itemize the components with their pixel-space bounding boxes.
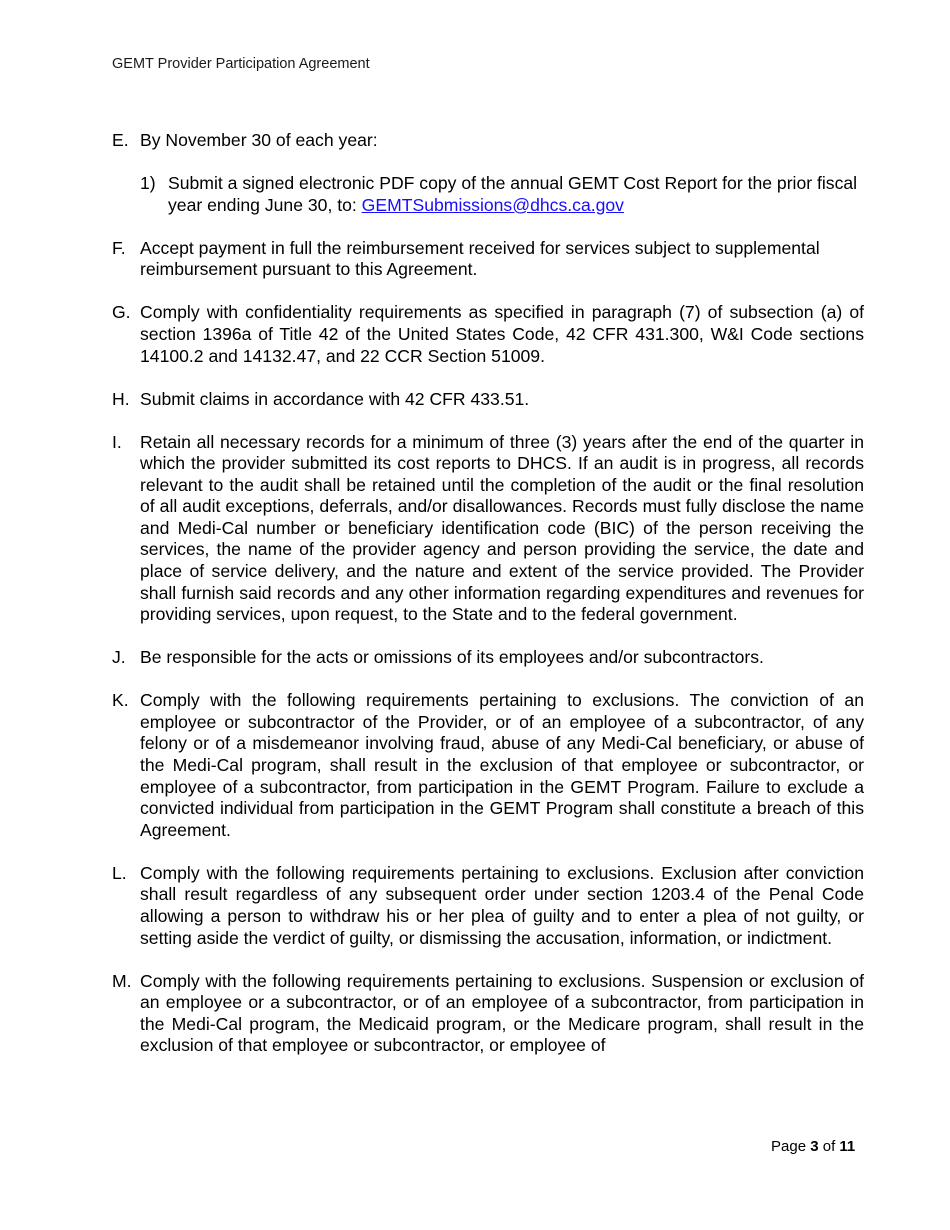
item-body xyxy=(140,130,864,216)
item-marker: H. xyxy=(112,388,130,409)
item-marker: J. xyxy=(112,647,126,668)
list-item-h xyxy=(112,389,864,411)
list-item-f xyxy=(112,238,864,281)
item-text: Retain all necessary records for a minimum of three (3) years after the end of the quarter in which the provider submitted its cost reports to DHCS. If an audit is in progress, all records relevant to the audit shall be retained until the completion of the audit or the final resolution of all audit exceptions, deferrals, and/or disallowances. Records must fully disclose the name and Medi-Cal number or beneficiary identification code (BIC) of the person receiving the services, the name of the provider agency and person providing the service, the date and place of service delivery, and the nature and extent of the service provided. The Provider shall furnish said records and any other information regarding expenditures and revenues for providing services, upon request, to the State and to the federal government. xyxy=(140,431,864,625)
item-body xyxy=(140,863,864,949)
sub-item-body xyxy=(168,173,864,216)
item-body xyxy=(140,302,864,367)
list-item-e xyxy=(112,130,864,216)
item-marker: M. xyxy=(112,970,132,991)
page-label: Page xyxy=(771,1138,807,1155)
item-body xyxy=(140,971,864,1057)
item-text: Submit claims in accordance with 42 CFR 433.51. xyxy=(140,388,530,409)
sub-item-marker: 1) xyxy=(140,173,156,194)
running-header: GEMT Provider Participation Agreement xyxy=(112,56,370,72)
item-text: Comply with the following requirements pertaining to exclusions. The conviction of an employee or subcontractor of the Provider, or of an employee of a subcontractor, of any felony or of a misdemeanor involving fraud, abuse of any Medi-Cal beneficiary, or abuse of the Medi-Cal program, shall result in the exclusion of that employee or subcontractor, or employee of a subcontractor, from participation in the GEMT Program. Failure to exclude a convicted individual from participation in the GEMT Program shall constitute a breach of this Agreement. xyxy=(140,690,864,840)
sub-item-1 xyxy=(140,173,864,216)
item-marker: L. xyxy=(112,862,127,883)
item-body xyxy=(140,647,864,669)
sub-item-text: Submit a signed electronic PDF copy of the annual GEMT Cost Report for the prior fiscal year ending June 30, to: xyxy=(168,173,858,215)
list-item-m xyxy=(112,971,864,1057)
item-marker: K. xyxy=(112,690,129,711)
item-body xyxy=(140,238,864,281)
list-item-i xyxy=(112,432,864,626)
list-item-k xyxy=(112,690,864,841)
item-body xyxy=(140,432,864,626)
item-text: Be responsible for the acts or omissions of its employees and/or subcontractors. xyxy=(140,647,764,668)
item-marker: F. xyxy=(112,237,126,258)
page-number xyxy=(771,1138,855,1155)
list-item-g xyxy=(112,302,864,367)
current-page: 3 xyxy=(810,1138,819,1155)
item-marker: G. xyxy=(112,302,131,323)
item-text: Accept payment in full the reimbursement received for services subject to supplemental reimbursement pursuant to this Agreement. xyxy=(140,237,820,280)
item-body xyxy=(140,690,864,841)
of-label: of xyxy=(822,1138,836,1155)
list-item-l xyxy=(112,863,864,949)
document-body xyxy=(112,130,864,1078)
list-item-j xyxy=(112,647,864,669)
item-text: Comply with the following requirements pertaining to exclusions. Exclusion after conviction shall result regardless of any subsequent order under section 1203.4 of the Penal Code allowing a person to withdraw his or her plea of guilty and to enter a plea of not guilty, or setting aside the verdict of guilty, or dismissing the accusation, information, or indictment. xyxy=(140,862,864,948)
item-marker: I. xyxy=(112,431,122,452)
email-link[interactable]: GEMTSubmissions@dhcs.ca.gov xyxy=(361,194,624,215)
item-body xyxy=(140,389,864,411)
item-text: By November 30 of each year: xyxy=(140,130,378,150)
item-text: Comply with confidentiality requirements as specified in paragraph (7) of subsection (a) of section 1396a of Title 42 of the United States Code, 42 CFR 431.300, W&I Code sections 14100.2 and 14132.47, and 22 CCR Section 51009. xyxy=(140,302,864,366)
item-text: Comply with the following requirements pertaining to exclusions. Suspension or exclusion of an employee or a subcontractor, or of an employee of a subcontractor, from participation in the Medi-Cal program, the Medicaid program, or the Medicare program, shall result in the exclusion of that employee or subcontractor, or employee of xyxy=(140,970,864,1056)
total-pages: 11 xyxy=(839,1138,856,1155)
item-marker: E. xyxy=(112,130,129,150)
